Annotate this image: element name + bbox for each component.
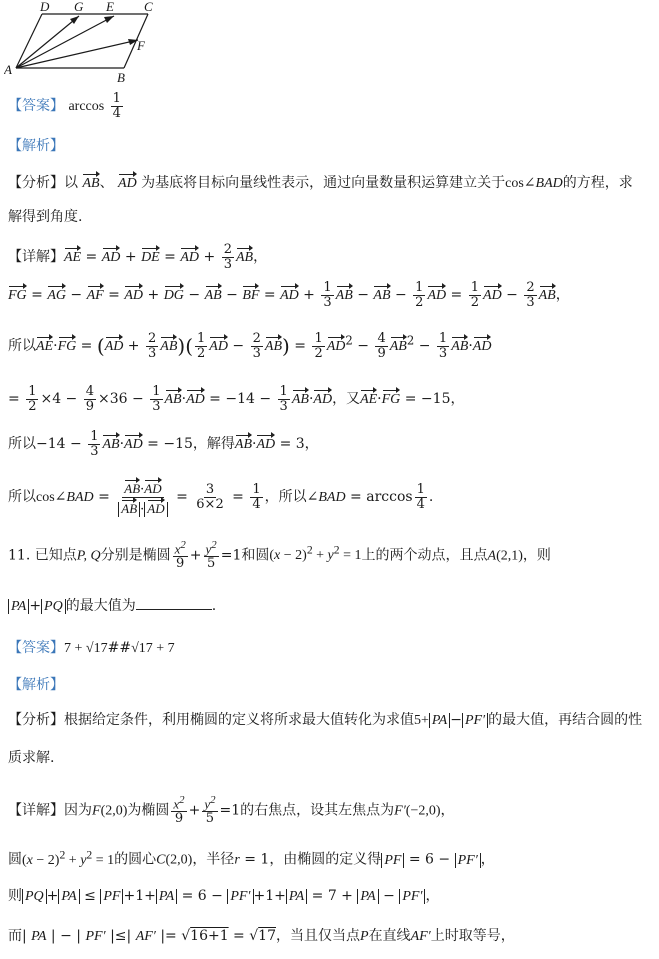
answer-sep: ## (107, 640, 132, 656)
q10-detail-line5: 所以−14 − $\frac{1}{3}$ AB·AD = −15，解得AB·AD = 3， (8, 429, 319, 459)
d3a: 则 (8, 888, 22, 904)
arrowhead-e (104, 16, 114, 23)
points-pq: P, Q (76, 548, 101, 564)
vector-ae (16, 16, 114, 68)
q11-stem-line1: 11. 已知点P, Q分别是椭圆 $\frac{x^2}{9}$ + $\frac{y^2}{5}$ =1和圆$(x - 2)^2 + y^2 = 1$上的两个动点，且点A(2,1)，则 (8, 539, 551, 571)
label-g: G (74, 2, 84, 14)
q11-detail-tag: 【详解】 (8, 802, 64, 819)
q10-answer (8, 92, 651, 120)
stem-b: 分别是椭圆 (100, 547, 171, 564)
q10-detail-line6: 所以cos∠BAD = $\frac{AB\cdot AD}{AB \cdot AD}$ = $\frac{3}{6\times 2}$ = $\frac{1}{4}$ ，所以∠BAD = arccos $\frac{1}{4}$ . (8, 478, 651, 516)
d2a: 圆 (8, 851, 22, 868)
d1b: 为椭圆 (127, 802, 170, 819)
you: ，又 (332, 391, 361, 408)
d1a: 因为 (64, 802, 92, 819)
q11-detail-line1: 【详解】因为F(2,0)为椭圆 $\frac{x^2}{9}$ + $\frac{y^2}{5}$ =1的右焦点，设其左焦点为F′(−2,0)， (8, 794, 455, 826)
q10-detail-line4: = $\frac{1}{2}$ ×4 − $\frac{4}{9}$ ×36 − $\frac{1}{3}$ AB·AD = −14 − $\frac{1}{3}$ AB·AD，又AE·FG = −15， (8, 384, 465, 414)
q11-number: 11. (8, 547, 31, 564)
d1c: 的右焦点，设其左焦点为 (240, 802, 395, 819)
stem-d: 上的两个动点，且点 (361, 547, 488, 564)
fenxi-tag: 【分析】 (8, 175, 64, 191)
stem-e: ，则 (522, 547, 551, 564)
q11-fenxi-line1: 【分析】根据给定条件，利用椭圆的定义将所求最大值转化为求值5+ PA − PF′ 的最大值，再结合圆的性 (8, 712, 643, 728)
q11-fenxi-a: 根据给定条件，利用椭圆的定义将所求最大值转化为求值 (64, 712, 414, 728)
cos-angle: cos∠ (505, 176, 536, 191)
q11-answer: 【答案】7 + √17##√17 + 7 (8, 640, 175, 656)
suoyi-2: 所以 (8, 436, 36, 453)
stem-2: 的最大值为 (65, 598, 136, 614)
d4a: 而 (8, 928, 22, 944)
q10-fenxi-line1 (8, 172, 651, 193)
q11-stem-line2: PA + PQ 的最大值为 . (8, 597, 651, 616)
edge-ad (16, 14, 42, 68)
q10-detail-line2: FG = AG − AF = AD + DG − AB − BF = AD + $\frac{1}{3}$ AB − AB − $\frac{1}{2}$ AD = $\frac{1}{2}$ AD − $\frac{2}{3}$ AB， (8, 280, 570, 310)
q11-fenxi-tag: 【分析】 (8, 712, 64, 728)
angle-bad: BAD (535, 176, 563, 191)
fenxi-text: 以 (64, 175, 78, 191)
q10-detail-line3: 所以AE·FG = (AD + $\frac{2}{3}$ AB)( $\frac{1}{2}$ AD − $\frac{2}{3}$ AB) = $\frac{1}{2}$ $AD^2$ − $\frac{4}{9}$ $AB^2$ − $\frac{1}{3}$ AB·AD (8, 331, 492, 361)
fenxi-sep: 、 (99, 175, 114, 191)
q11-detail-line3: 则 PQ + PA ≤ PF +1+ PA = 6 − PF′ +1+ PA = 7 + PA − PF′ ， (8, 888, 440, 904)
q11-detail-line4: 而| PA | − | PF′ |≤| AF′ |= √16+1 = √17，当且仅当点P在直线AF′上时取等号， (8, 928, 515, 944)
detail-tag: 【详解】 (8, 249, 64, 266)
suoyi-3: 所以 (8, 489, 36, 506)
q11-analysis-tag: 【解析】 (8, 677, 64, 693)
label-c: C (144, 2, 153, 14)
fenxi-text2: 为基底将目标向量线性表示，通过向量数量积运算建立关于 (141, 175, 506, 191)
vector-ab: AB (82, 172, 99, 193)
d4d: 上时取等号， (430, 928, 515, 944)
label-e: E (106, 2, 114, 14)
q10-analysis-tag: 【解析】 (8, 138, 64, 154)
label-b: B (117, 70, 125, 82)
suoyi: 所以 (8, 338, 36, 355)
answer-tag: 【答案】 (8, 98, 64, 115)
q10-fenxi-line2: 解得到角度. (8, 209, 83, 225)
parallelogram-figure (4, 2, 174, 82)
answer-text: arccos (68, 99, 105, 115)
q11-detail-line2: 圆$(x - 2)^2 + y^2 = 1$的圆心C(2,0)，半径r = 1，由椭圆的定义得 PF = 6 − PF′ ， (8, 848, 495, 868)
answer-blank (136, 597, 212, 610)
d2d: ，由椭圆的定义得 (269, 851, 382, 868)
q10-detail-line1: 【详解】AE = AD + DE = AD + $\frac{2}{3}$ AB， (8, 242, 268, 272)
vector-ad: AD (118, 172, 137, 193)
answer-fraction: $\frac{1}{4}$ (112, 91, 121, 121)
d4c: 在直线 (368, 928, 411, 944)
label-a: A (4, 62, 12, 77)
d2b: 的圆心 (114, 851, 157, 868)
jiede: ，解得 (192, 436, 235, 453)
d2c: ，半径 (192, 851, 235, 868)
stem-a: 已知点 (34, 547, 77, 564)
fenxi-text3: 的方程，求 (562, 175, 633, 191)
stem-c: 和圆 (241, 547, 270, 564)
label-d: D (40, 2, 50, 14)
d4b: ，当且仅当点 (276, 928, 360, 944)
vector-af (16, 40, 138, 68)
q11-fenxi-line2: 质求解. (8, 750, 55, 766)
q11-fenxi-b: 的最大值，再结合圆的性 (488, 712, 643, 728)
label-f: F (137, 38, 145, 53)
q11-answer-tag: 【答案】 (8, 640, 64, 656)
